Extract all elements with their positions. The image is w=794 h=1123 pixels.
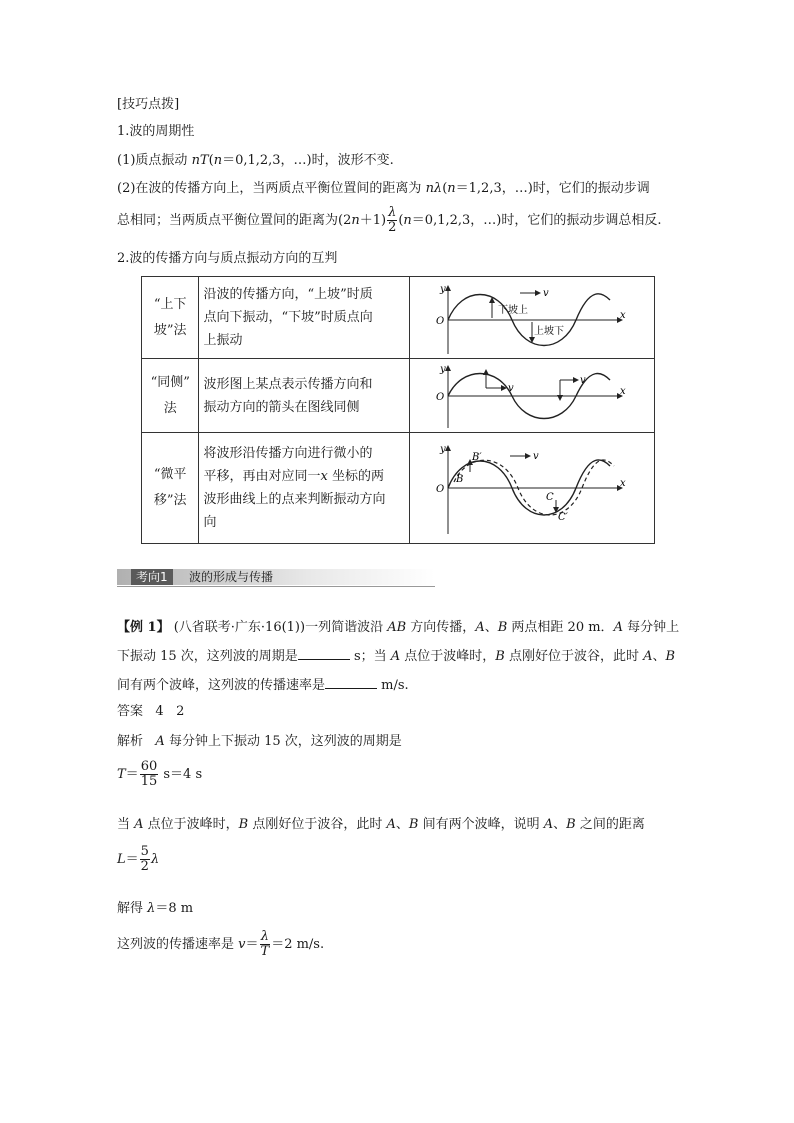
answer-label: 答案 [117, 704, 144, 719]
answer-value-1: 4 [155, 704, 164, 719]
periodicity-line-3: 总相同；当两质点平衡位置间的距离为(2n＋1) $\frac{\lambda}{2}$ (n＝0,1,2,3，…)时，它们的振动步调总相反. [117, 205, 662, 235]
analysis-label: 解析 [117, 734, 144, 749]
direction-title: 2.波的传播方向与质点振动方向的互判 [117, 251, 338, 266]
section-underline [117, 586, 435, 587]
fraction-lambda-2: $\frac{\lambda}{2}$ [388, 205, 397, 235]
periodicity-title: 1.波的周期性 [117, 124, 195, 139]
method-description: 将波形沿传播方向进行微小的 平移，再由对应同一x 坐标的两 波形曲线上的点来判断振动方向 向 [199, 433, 410, 544]
wave-graph-2 [410, 360, 654, 432]
method-name: “同侧” 法 [142, 359, 199, 433]
x-label: x [619, 309, 626, 321]
c-label: C [545, 492, 554, 503]
fraction-lambda-T: $\frac{\lambda}{T}$ [260, 929, 270, 959]
graph-same-side [409, 359, 654, 433]
speed-equation: 这列波的传播速率是 v＝ $\frac{\lambda}{T}$ ＝2 m/s. [117, 929, 325, 959]
heading: [技巧点拨] [117, 97, 180, 112]
y-label: y [439, 444, 446, 455]
v-label: v [579, 374, 586, 386]
origin-label: O [435, 484, 445, 495]
table-row [142, 277, 655, 359]
period-equation: T＝ $\frac{60}{15}$ s＝4 s [117, 759, 203, 789]
solve-line: 解得 λ＝8 m [117, 901, 194, 916]
wave-graph-1 [410, 278, 654, 358]
method-description: 沿波的传播方向，“上坡”时质 点向下振动，“下坡”时质点向 上振动 [199, 277, 410, 359]
table-row [142, 433, 655, 544]
wave-graph-3 [410, 438, 654, 538]
fraction-5-2: $\frac{5}{2}$ [140, 844, 149, 874]
method-name: “微平 移”法 [142, 433, 199, 544]
origin-label: O [435, 391, 445, 403]
shifted-sine-curve [454, 460, 614, 515]
method-table [141, 276, 655, 544]
downhill-up-label: 下坡上 [497, 304, 528, 316]
b-label: B [455, 474, 464, 485]
answer-value-2: 2 [176, 704, 185, 719]
v-label: v [532, 451, 539, 462]
c-prime-label: C′ [557, 512, 568, 523]
answer-blank-2[interactable] [325, 676, 377, 689]
method-name: “上下 坡”法 [142, 277, 199, 359]
section-tag: 考向1 [131, 569, 173, 585]
uphill-down-label: 上坡下 [533, 325, 564, 337]
table-row [142, 359, 655, 433]
example-line-3: 间有两个波峰，这列波的传播速率是 m/s. [117, 678, 409, 693]
periodicity-line-2: (2)在波的传播方向上，当两质点平衡位置间的距离为 nλ(n＝1,2,3，…)时，它们的振动步调 [117, 181, 650, 196]
x-label: x [619, 478, 626, 489]
distance-equation: L＝ $\frac{5}{2}$ λ [117, 844, 160, 874]
example-line-1: 【例 1】 (八省联考·广东·16(1))一列简谐波沿 AB 方向传播，A、B 两点相距 20 m．A 每分钟上 [117, 620, 680, 635]
fraction-60-15: $\frac{60}{15}$ [140, 759, 158, 789]
sine-curve [448, 460, 610, 515]
periodicity-line-1: (1)质点振动 nT(n＝0,1,2,3，…)时，波形不变. [117, 153, 394, 168]
section-header [117, 566, 435, 588]
analysis-line-3: 当 A 点位于波峰时，B 点刚好位于波谷，此时 A、B 间有两个波峰，说明 A、B 之间的距离 [117, 817, 645, 832]
example-line-2: 下振动 15 次，这列波的周期是 s；当 A 点位于波峰时，B 点刚好位于波谷，此时 A、B [117, 649, 676, 664]
section-title: 波的形成与传播 [189, 570, 274, 584]
graph-small-shift [409, 433, 654, 544]
answer-line [117, 703, 184, 721]
example-label: 【例 1】 [117, 620, 170, 635]
method-description: 波形图上某点表示传播方向和 振动方向的箭头在图线同侧 [199, 359, 410, 433]
v-label: v [507, 382, 514, 394]
analysis-line-1: 解析 A 每分钟上下振动 15 次，这列波的周期是 [117, 734, 402, 749]
x-label: x [619, 385, 626, 397]
answer-blank-1[interactable] [298, 647, 350, 660]
origin-label: O [435, 315, 445, 327]
v-label: v [542, 287, 549, 299]
y-label: y [439, 283, 446, 295]
y-label: y [439, 363, 446, 375]
graph-uphill-downhill [409, 277, 654, 359]
b-prime-label: B′ [471, 452, 482, 463]
